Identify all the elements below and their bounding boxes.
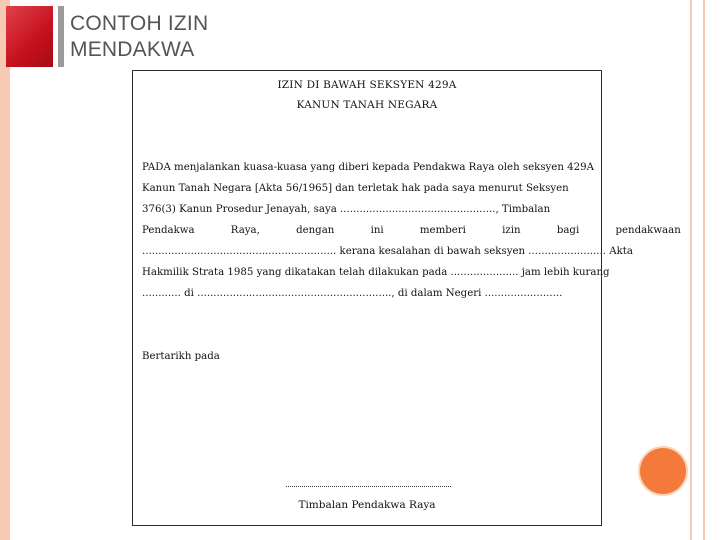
document-heading-2: KANUN TANAH NEGARA [296, 99, 438, 111]
title-accent-gray-bar [58, 6, 64, 67]
document-heading-1: IZIN DI BAWAH SEKSYEN 429A [277, 79, 457, 91]
decorative-orange-circle [640, 448, 686, 494]
body-line-2: Kanun Tanah Negara [Akta 56/1965] dan terletak hak pada saya menurut Seksyen [142, 183, 569, 194]
body-line-4: Pendakwa Raya, dengan ini memberi izin bagi pendakwaan [142, 225, 681, 236]
right-rail-line-2 [703, 0, 705, 540]
slide-title-line-2: MENDAKWA [70, 38, 195, 61]
right-rail-line-1 [690, 0, 692, 540]
title-accent-red-block [6, 6, 53, 67]
body-line-5: ............................................................ kerana kesalahan di bawah seksyen ........................ Akta [142, 246, 633, 257]
signature-label: Timbalan Pendakwa Raya [298, 499, 436, 511]
left-decorative-rail [0, 0, 10, 540]
signature-line [286, 486, 451, 487]
document-body [142, 157, 681, 304]
document-image [132, 70, 681, 526]
slide-title [70, 11, 208, 63]
dated-label: Bertarikh pada [142, 351, 220, 362]
body-line-3: 376(3) Kanun Prosedur Jenayah, saya ................................................, Timbalan [142, 204, 551, 215]
body-line-7: ............ di ............................................................, di dalam Negeri ........................ [142, 288, 563, 299]
body-line-6: Hakmilik Strata 1985 yang dikatakan telah dilakukan pada ..................... jam lebih kurang [142, 267, 610, 278]
body-line-1: PADA menjalankan kuasa-kuasa yang diberi kepada Pendakwa Raya oleh seksyen 429A [142, 162, 594, 173]
slide-title-line-1: CONTOH IZIN [70, 12, 209, 35]
